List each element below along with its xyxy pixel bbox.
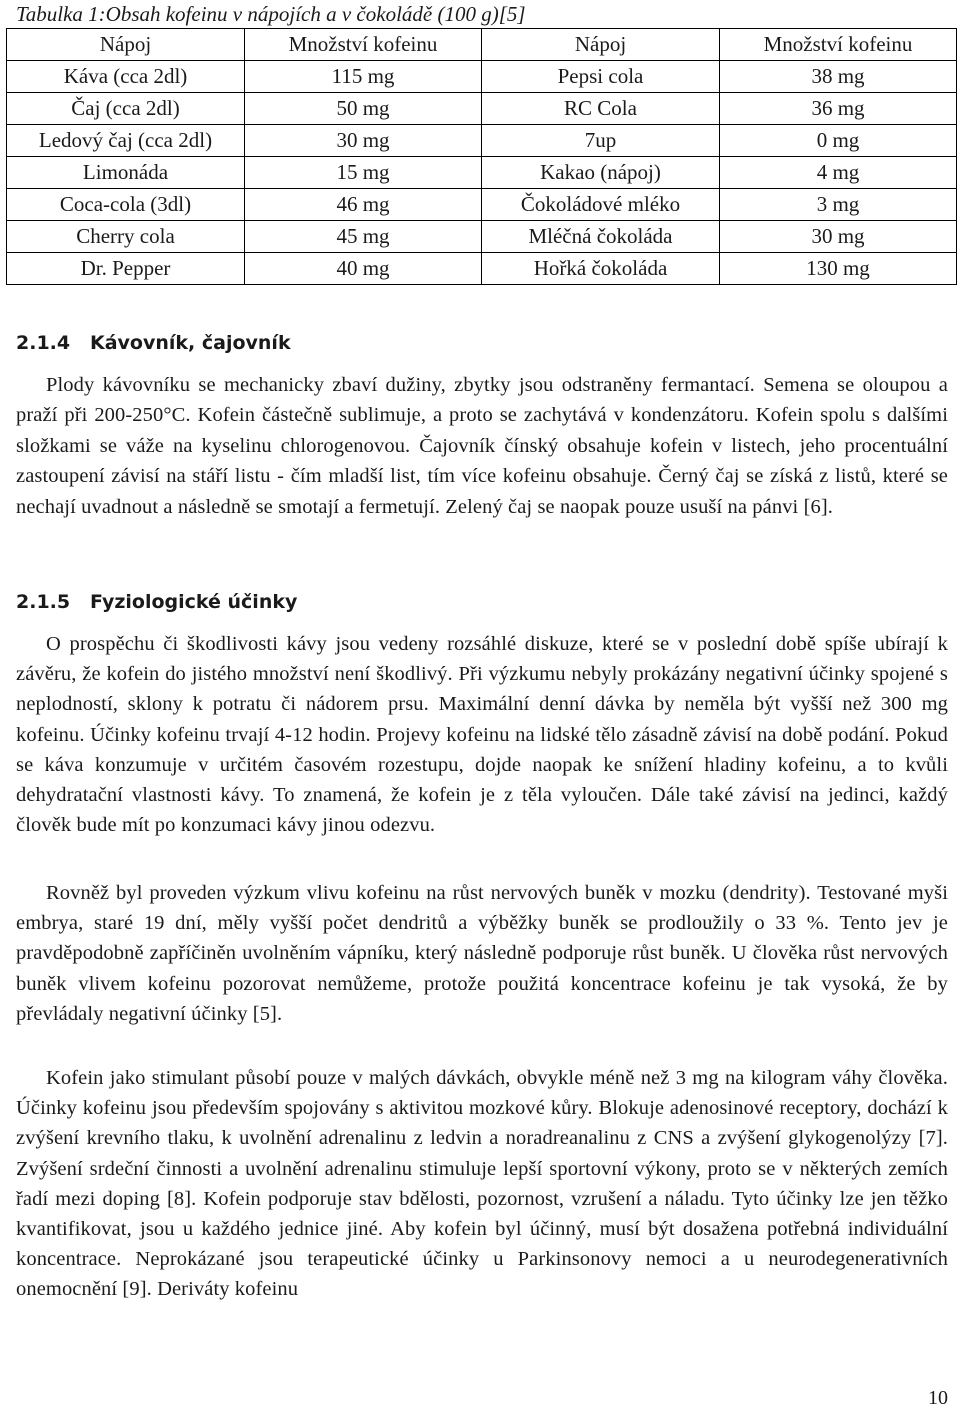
table-cell: Dr. Pepper [7, 253, 245, 285]
table-cell: Čokoládové mléko [482, 189, 720, 221]
page-number: 10 [928, 1387, 948, 1409]
caffeine-table [6, 28, 957, 285]
table-cell: 7up [482, 125, 720, 157]
table-header-cell: Nápoj [7, 29, 245, 61]
table-row [7, 125, 957, 157]
table-row [7, 93, 957, 125]
table-cell: Coca-cola (3dl) [7, 189, 245, 221]
table-cell: 0 mg [720, 125, 957, 157]
table-caption: Tabulka 1:Obsah kofeinu v nápojích a v čokoládě (100 g)[5] [16, 2, 526, 26]
table-cell: 36 mg [720, 93, 957, 125]
section-heading-2-1-5 [16, 588, 297, 616]
table-cell: Mléčná čokoláda [482, 221, 720, 253]
table-row [7, 61, 957, 93]
table-header-row [7, 29, 957, 61]
table-row [7, 221, 957, 253]
table-cell: Pepsi cola [482, 61, 720, 93]
section-number: 2.1.5 [16, 591, 71, 613]
table-cell: 38 mg [720, 61, 957, 93]
table-row [7, 253, 957, 285]
table-cell: 30 mg [245, 125, 482, 157]
table-cell: Cherry cola [7, 221, 245, 253]
paragraph: Rovněž byl proveden výzkum vlivu kofeinu na růst nervových buněk v mozku (dendrity). Testované myši embrya, staré 19 dní, měly vyšší počet dendritů a výběžky buněk se prodloužily o 33 %. Tento jev je pravděpodobně zapříčiněn uvolněním vápníku, který následně podporuje růst buněk. U člověka růst nervových buněk vlivem kofeinu pozorovat nemůžeme, protože použitá koncentrace kofeinu je tak vysoká, že by převládaly negativní účinky [5]. [16, 882, 948, 1025]
table-cell: Limonáda [7, 157, 245, 189]
table-cell: 3 mg [720, 189, 957, 221]
table-header-cell: Množství kofeinu [720, 29, 957, 61]
table-cell: RC Cola [482, 93, 720, 125]
table-cell: 115 mg [245, 61, 482, 93]
section-title: Kávovník, čajovník [90, 332, 291, 354]
section-heading-2-1-4 [16, 329, 291, 357]
table-cell: Hořká čokoláda [482, 253, 720, 285]
table-cell: 30 mg [720, 221, 957, 253]
table-cell: Káva (cca 2dl) [7, 61, 245, 93]
paragraph: Plody kávovníku se mechanicky zbaví dužiny, zbytky jsou odstraněny fermantací. Semena se oloupou a praží při 200-250°C. Kofein částečně sublimuje, a proto se zachytává v kondenzátoru. Kofein spolu s dalšími složkami se váže na kyselinu chlorogenovou. Čajovník čínský obsahuje kofein v listech, jeho procentuální zastoupení závisí na stáří listu - čím mladší list, tím více kofeinu obsahuje. Černý čaj se získá z listů, které se nechají uvadnout a následně se smotají a fermetují. Zelený čaj se naopak pouze usuší na pánvi [6]. [16, 374, 948, 518]
paragraph: Kofein jako stimulant působí pouze v malých dávkách, obvykle méně než 3 mg na kilogram váhy člověka. Účinky kofeinu jsou především spojovány s aktivitou mozkové kůry. Blokuje adenosinové receptory, dochází k zvýšení krevního tlaku, k uvolnění adrenalinu z ledvin a noradreanalinu z CNS a zvýšení glykogenolýzy [7]. Zvýšení srdeční činnosti a uvolnění adrenalinu stimuluje lepší sportovní výkony, proto se v některých zemích řadí mezi doping [8]. Kofein podporuje stav bdělosti, pozornost, vzrušení a náladu. Tyto účinky lze jen těžko kvantifikovat, jsou u každého jednice jiné. Aby kofein byl účinný, musí být dosažena potřebná individuální koncentrace. Neprokázané jsou terapeutické účinky u Parkinsonovy nemoci a u neurodegenerativních onemocnění [9]. Deriváty kofeinu [16, 1067, 948, 1301]
section-title: Fyziologické účinky [90, 591, 298, 613]
table-cell: Čaj (cca 2dl) [7, 93, 245, 125]
table-header-cell: Množství kofeinu [245, 29, 482, 61]
table-row [7, 189, 957, 221]
paragraph: O prospěchu či škodlivosti kávy jsou vedeny rozsáhlé diskuze, které se v poslední době spíše ubírají k závěru, že kofein do jistého množství není škodlivý. Při výzkumu nebyly prokázány negativní účinky spojené s neplodností, sklony k potratu či nádorem prsu. Maximální denní dávka by neměla být vyšší než 300 mg kofeinu. Účinky kofeinu trvají 4-12 hodin. Projevy kofeinu na lidské tělo zásadně závisí na době podání. Pokud se káva konzumuje v určitém časovém rozestupu, dojde naopak ke snížení hladiny kofeinu, a to kvůli dehydratační vlastnosti kávy. To znamená, že kofein je z těla vyloučen. Dále také závisí na jedinci, každý člověk bude mít po konzumaci kávy jinou odezvu. [16, 633, 948, 837]
table-cell: 46 mg [245, 189, 482, 221]
table-cell: 40 mg [245, 253, 482, 285]
table-cell: 15 mg [245, 157, 482, 189]
table-cell: Kakao (nápoj) [482, 157, 720, 189]
table-header-cell: Nápoj [482, 29, 720, 61]
table-cell: 130 mg [720, 253, 957, 285]
section-number: 2.1.4 [16, 332, 71, 354]
table-row [7, 157, 957, 189]
table-cell: Ledový čaj (cca 2dl) [7, 125, 245, 157]
table-cell: 4 mg [720, 157, 957, 189]
table-cell: 45 mg [245, 221, 482, 253]
table-cell: 50 mg [245, 93, 482, 125]
